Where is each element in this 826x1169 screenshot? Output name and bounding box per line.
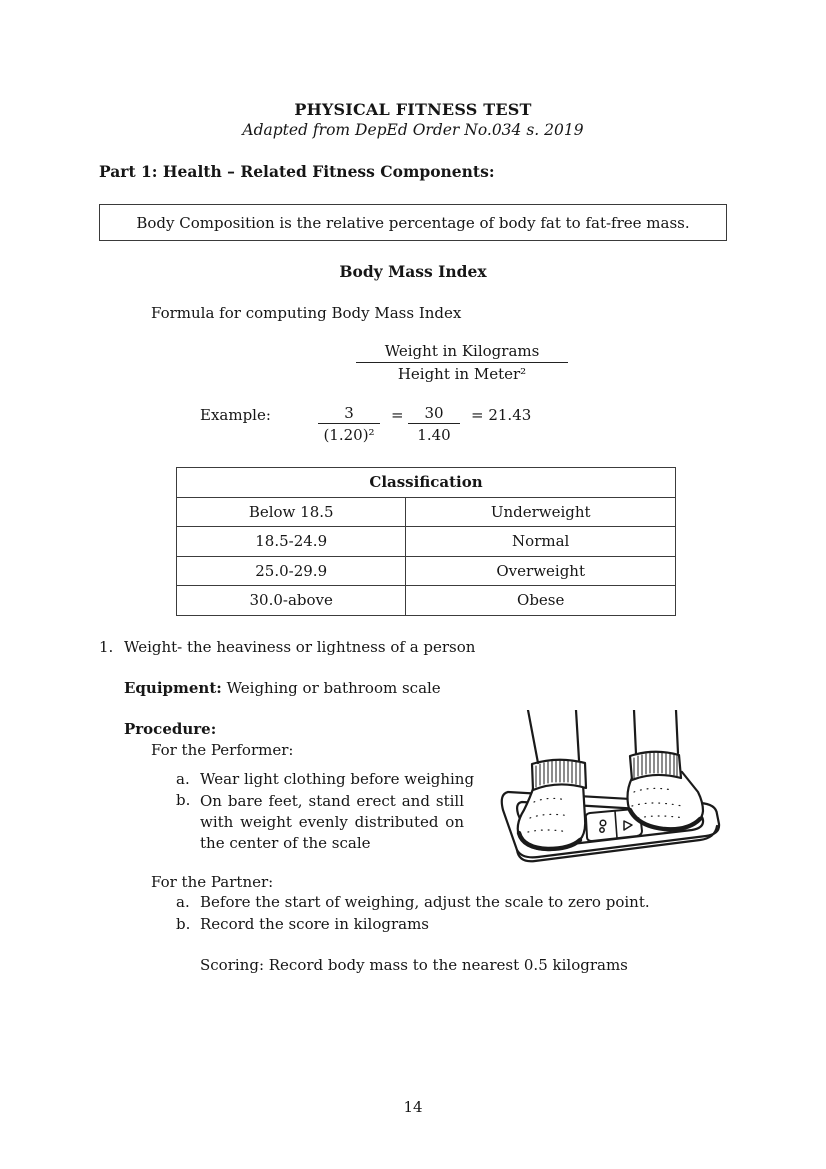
cell-category: Obese xyxy=(406,586,676,616)
equipment-label: Equipment: xyxy=(124,679,222,697)
equipment-value: Weighing or bathroom scale xyxy=(221,679,441,697)
step-text: On bare feet, stand erect and still with weight evenly distributed on the center of the scale xyxy=(200,792,464,852)
equals-sign: = xyxy=(391,406,404,424)
page-subtitle: Adapted from DepEd Order No.034 s. 2019 xyxy=(242,121,584,139)
partner-step-b xyxy=(176,915,576,936)
example-result: = 21.43 xyxy=(471,406,532,424)
performer-step-a xyxy=(176,770,496,791)
left-foot xyxy=(518,780,585,850)
procedure-heading: Procedure: xyxy=(124,720,217,738)
step-marker: b. xyxy=(176,915,191,933)
bmi-heading: Body Mass Index xyxy=(339,262,487,281)
example-fraction-2 xyxy=(408,404,460,444)
body-composition-definition-text: Body Composition is the relative percentage of body fat to fat-free mass. xyxy=(136,213,690,232)
formula-denominator: Height in Meter² xyxy=(397,365,527,383)
part1-heading: Part 1: Health – Related Fitness Components: xyxy=(99,162,495,181)
step-text: Wear light clothing before weighing xyxy=(200,770,475,788)
partner-step-a xyxy=(176,893,736,914)
classification-table xyxy=(176,467,676,616)
partner-heading: For the Partner: xyxy=(151,873,274,891)
cell-category: Underweight xyxy=(406,497,676,527)
step-marker: a. xyxy=(176,770,190,788)
page-number: 14 xyxy=(403,1098,423,1116)
example-fraction-1-denominator: (1.20)² xyxy=(323,426,375,444)
performer-heading: For the Performer: xyxy=(151,741,294,759)
formula-intro: Formula for computing Body Mass Index xyxy=(151,304,462,322)
table-header-row xyxy=(177,468,676,498)
example-fraction-1 xyxy=(318,404,380,444)
table-row xyxy=(177,556,676,586)
cell-category: Overweight xyxy=(406,556,676,586)
table-row xyxy=(177,527,676,557)
table-row xyxy=(177,586,676,616)
example-fraction-2-denominator: 1.40 xyxy=(417,426,451,444)
cell-range: 30.0-above xyxy=(177,586,406,616)
cell-range: 25.0-29.9 xyxy=(177,556,406,586)
weighing-scale-illustration xyxy=(486,710,730,870)
step-text: Record the score in kilograms xyxy=(200,915,429,933)
formula-numerator: Weight in Kilograms xyxy=(356,342,568,363)
bmi-formula-fraction xyxy=(356,342,568,383)
weight-item-title: Weight- the heaviness or lightness of a person xyxy=(124,638,476,656)
body-composition-definition-box xyxy=(99,204,727,241)
step-marker: b. xyxy=(176,791,191,809)
page-title: PHYSICAL FITNESS TEST xyxy=(294,100,532,119)
item-number: 1. xyxy=(99,638,114,656)
table-header-cell: Classification xyxy=(177,468,676,498)
equipment-line xyxy=(124,679,441,697)
example-label: Example: xyxy=(200,406,271,424)
cell-range: Below 18.5 xyxy=(177,497,406,527)
cell-category: Normal xyxy=(406,527,676,557)
step-text: Before the start of weighing, adjust the scale to zero point. xyxy=(200,893,650,911)
example-fraction-2-numerator: 30 xyxy=(408,404,460,424)
cell-range: 18.5-24.9 xyxy=(177,527,406,557)
example-fraction-1-numerator: 3 xyxy=(318,404,380,424)
scoring-note: Scoring: Record body mass to the nearest 0.5 kilograms xyxy=(200,956,628,974)
table-row xyxy=(177,497,676,527)
step-marker: a. xyxy=(176,893,190,911)
